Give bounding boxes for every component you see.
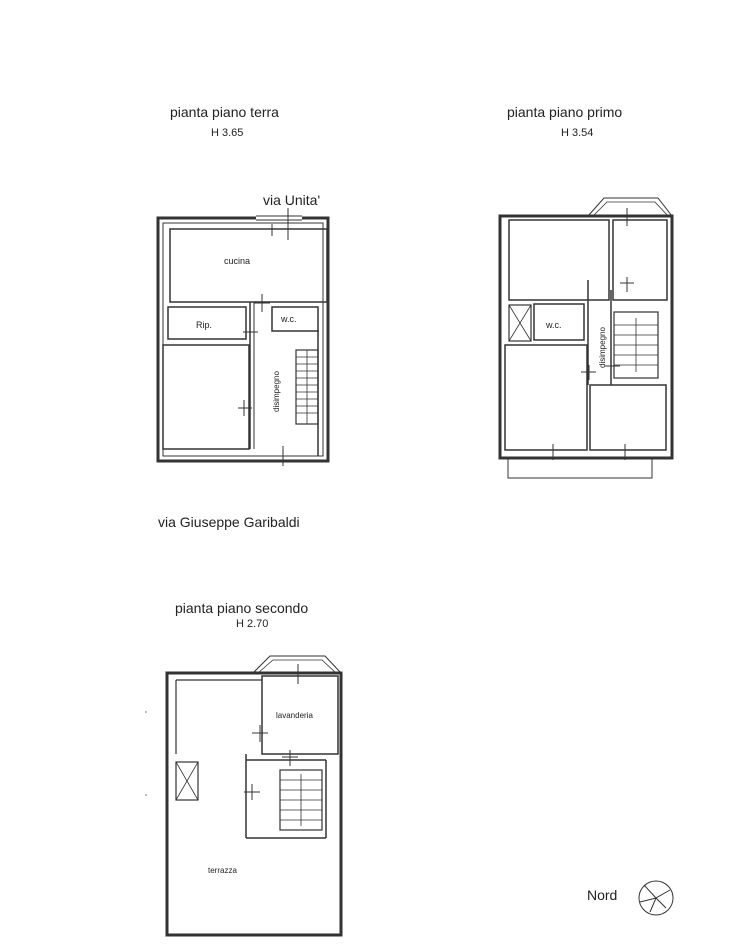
room-label-lavanderia: lavanderia [276, 711, 313, 720]
street-bottom-label: via Giuseppe Garibaldi [158, 514, 300, 530]
window-symbol [256, 208, 302, 240]
room-label-wc: w.c. [281, 314, 297, 324]
stairs-symbol [614, 312, 658, 378]
ground-floor-title: pianta piano terra [170, 104, 279, 120]
room-label-wc-first: w.c. [546, 320, 562, 330]
stairs-symbol [280, 770, 322, 830]
room-label-cucina: cucina [224, 256, 251, 266]
second-floor-height: H 2.70 [236, 618, 269, 630]
street-top-label: via Unita' [263, 192, 321, 208]
room-label-rip: Rip. [196, 320, 213, 330]
ground-floor-plan [158, 208, 328, 466]
first-floor-height: H 3.54 [561, 127, 594, 139]
second-floor-title: pianta piano secondo [175, 600, 309, 616]
room-label-terrazza: terrazza [208, 866, 237, 875]
first-floor-plan [500, 198, 672, 478]
room-label-disimpegno-first: disimpegno [598, 327, 607, 368]
first-floor-title: pianta piano primo [507, 104, 623, 120]
second-floor-plan [167, 656, 341, 935]
room-label-disimpegno: disimpegno [272, 371, 281, 412]
ground-floor-height: H 3.65 [211, 127, 244, 139]
north-label: Nord [587, 887, 618, 903]
stairs-symbol [296, 350, 318, 424]
north-arrow-icon [639, 881, 673, 915]
